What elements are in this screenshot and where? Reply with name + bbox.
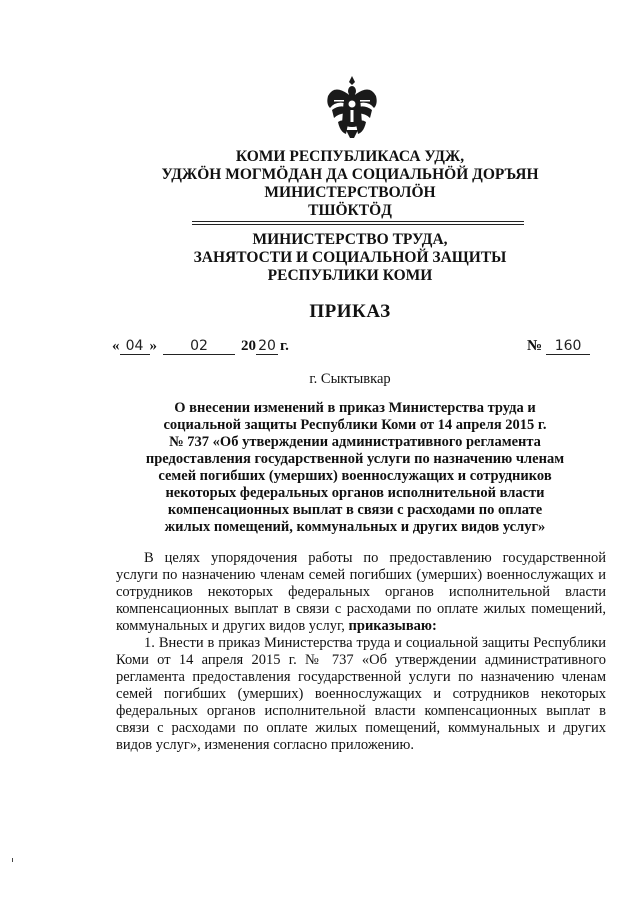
document-body <box>116 550 606 754</box>
komi-header-line-4: ТШÖКТÖД <box>308 202 392 219</box>
date-open-quote: « <box>112 338 120 354</box>
date-year-mark: г. <box>280 338 289 354</box>
margin-mark <box>12 858 13 862</box>
number-prefix: № <box>527 338 543 354</box>
subject-line-8: жилых помещений, коммунальных и других видов услуг» <box>164 519 546 535</box>
header-divider-top <box>192 221 524 222</box>
preamble-paragraph <box>116 550 606 635</box>
subject-line-7: компенсационных выплат в связи с расходами по оплате <box>167 502 543 518</box>
date-year-prefix: 20 <box>241 338 256 354</box>
date-year-suffix: 20 <box>256 339 278 355</box>
date-close-quote: » <box>149 338 157 354</box>
subject-line-4: предоставления государственной услуги по назначению членам <box>145 451 565 467</box>
document-date <box>112 338 289 355</box>
subject-line-5: семей погибших (умерших) военнослужащих и сотрудников <box>158 468 552 484</box>
date-month: 02 <box>163 339 235 355</box>
document-city: г. Сыктывкар <box>309 371 391 387</box>
subject-line-1: О внесении изменений в приказ Министерства труда и <box>174 400 536 416</box>
date-day: 04 <box>120 339 150 355</box>
komi-header-line-2: УДЖÖН МОГМÖДАН ДА СОЦИАЛЬНÖЙ ДОРЪЯН <box>161 166 539 183</box>
russian-ministry-header <box>150 231 550 285</box>
komi-header-line-1: КОМИ РЕСПУБЛИКАСА УДЖ, <box>235 148 465 165</box>
subject-line-2: социальной защиты Республики Коми от 14 апреля 2015 г. <box>163 417 547 433</box>
document-type-title: ПРИКАЗ <box>309 301 391 322</box>
header-divider-bottom <box>192 224 524 225</box>
order-word: приказываю: <box>348 618 437 634</box>
number-value: 160 <box>546 339 590 355</box>
item-1-paragraph: 1. Внести в приказ Министерства труда и социальной защиты Республики Коми от 14 апреля 2015 г. № 737 «Об утверждении административного регламента предоставления государственной услуги по назначению членам семей погибших (умерших) военнослужащих и сотрудников некоторых федеральных органов исполнительной власти компенсационных выплат в связи с расходами по оплате жилых помещений, коммунальных и других видов услуг», изменения согласно приложению. <box>116 635 606 753</box>
komi-language-header <box>150 148 550 220</box>
document-subject <box>130 400 580 536</box>
komi-header-line-3: МИНИСТЕРСТВОЛÖН <box>264 184 436 201</box>
ru-header-line-2: ЗАНЯТОСТИ И СОЦИАЛЬНОЙ ЗАЩИТЫ <box>193 249 507 266</box>
ru-header-line-3: РЕСПУБЛИКИ КОМИ <box>267 267 433 284</box>
preamble-text: В целях упорядочения работы по предоставлению государственной услуги по назначению членам семей погибших (умерших) военнослужащих и сотрудников некоторых федеральных органов исполнительной власти компенсационных выплат в связи с расходами по оплате жилых помещений, коммунальных и других видов услуг, <box>116 550 606 634</box>
komi-republic-emblem-icon <box>324 74 380 140</box>
subject-line-6: некоторых федеральных органов исполнительной власти <box>165 485 545 501</box>
document-number <box>527 338 590 355</box>
ru-header-line-1: МИНИСТЕРСТВО ТРУДА, <box>252 231 448 248</box>
subject-line-3: № 737 «Об утверждении административного регламента <box>169 434 541 450</box>
